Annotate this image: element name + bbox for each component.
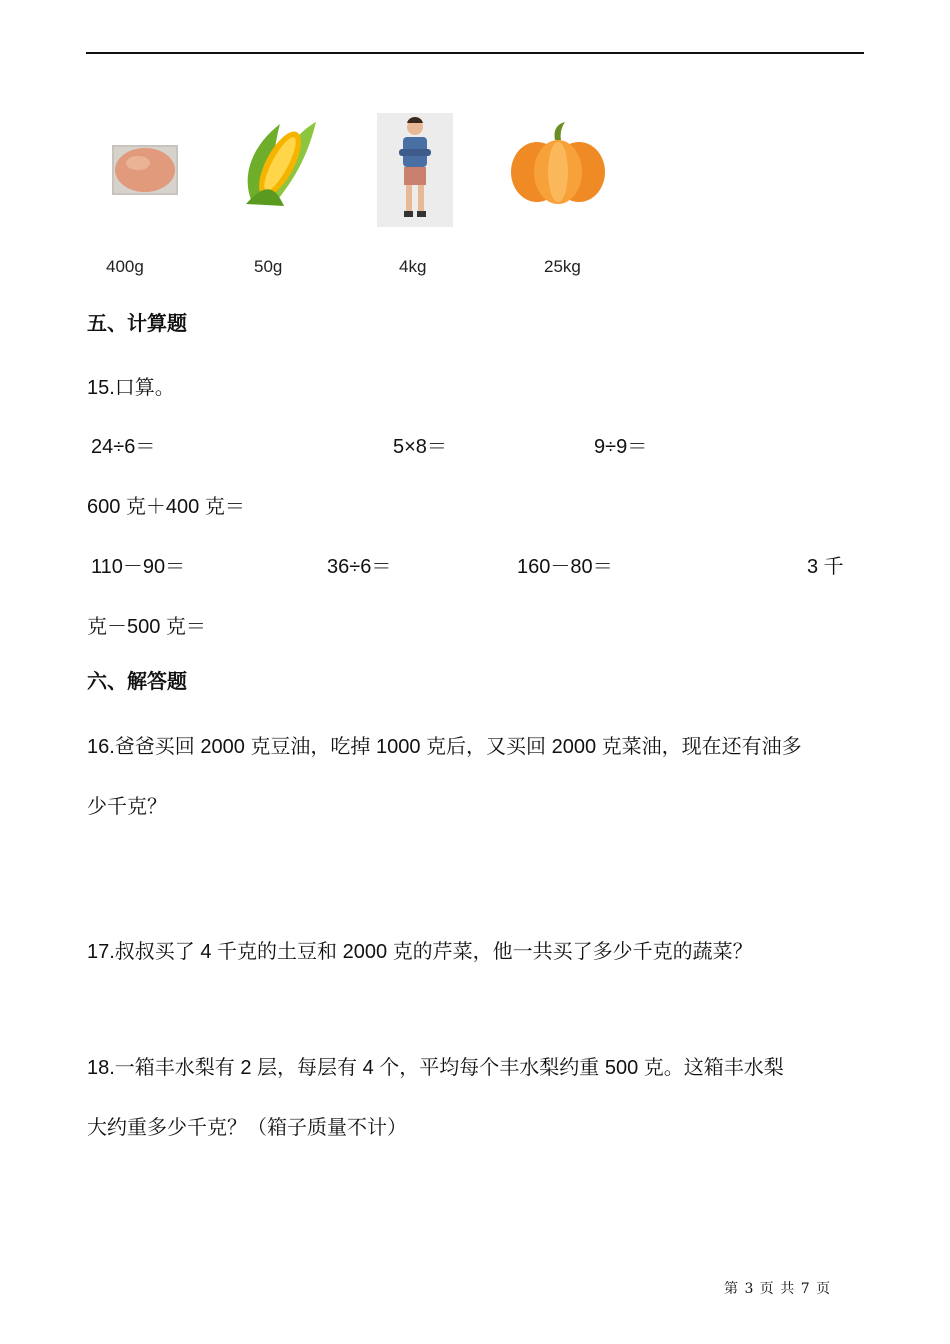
calc-item: 克－500 克＝: [87, 616, 206, 638]
question-16-line-1: 16.爸爸买回 2000 克豆油，吃掉 1000 克后，又买回 2000 克菜油，现在还有油多: [87, 736, 802, 758]
pumpkin-weight: 25kg: [544, 257, 581, 276]
calc-item: 110－90＝: [91, 556, 186, 578]
calc-item: 36÷6＝: [327, 556, 392, 578]
question-18-line-2: 大约重多少千克？（箱子质量不计）: [87, 1117, 407, 1139]
section-6-heading: 六、解答题: [87, 671, 187, 693]
egg-weight: 400g: [106, 257, 144, 276]
calc-item: 24÷6＝: [91, 436, 156, 458]
calc-item: 600 克＋400 克＝: [87, 496, 245, 518]
calc-item: 160－80＝: [517, 556, 613, 578]
question-18-line-1: 18.一箱丰水梨有 2 层，每层有 4 个，平均每个丰水梨约重 500 克。这箱丰水梨: [87, 1057, 784, 1079]
section-5-heading: 五、计算题: [87, 313, 187, 335]
corn-image: [234, 114, 326, 210]
egg-image: [112, 145, 178, 195]
boy-image: [377, 113, 453, 227]
question-17: 17.叔叔买了 4 千克的土豆和 2000 克的芹菜，他一共买了多少千克的蔬菜？: [87, 941, 753, 963]
pumpkin-image: [505, 118, 611, 206]
page-number: 第 3 页 共 7 页: [724, 1281, 832, 1297]
question-16-line-2: 少千克？: [87, 796, 167, 818]
boy-weight: 4kg: [399, 257, 427, 276]
calc-item: 9÷9＝: [594, 436, 648, 458]
calc-item: 3 千: [807, 556, 844, 578]
header-rule: [86, 52, 864, 54]
calc-item: 5×8＝: [393, 436, 447, 458]
corn-weight: 50g: [254, 257, 283, 276]
question-15-title: 15.口算。: [87, 377, 175, 399]
